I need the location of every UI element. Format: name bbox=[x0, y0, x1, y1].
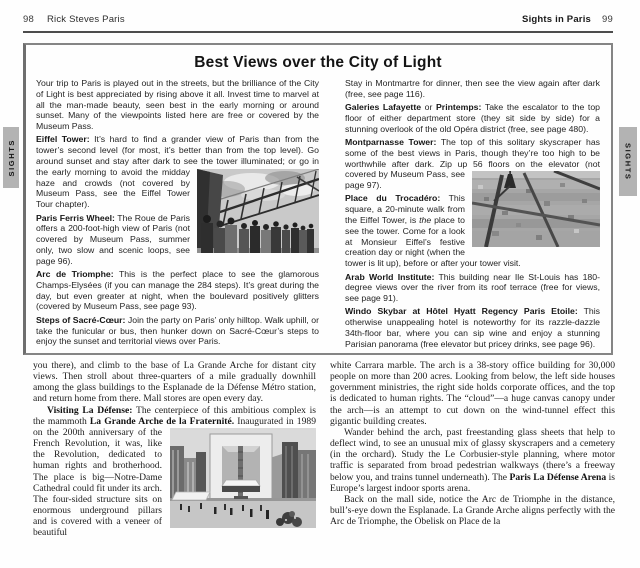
body-paragraph bbox=[33, 360, 316, 405]
header-left bbox=[23, 14, 125, 25]
entry-label: Paris Ferris Wheel: bbox=[36, 212, 115, 223]
entry-windo-skybar bbox=[345, 306, 600, 349]
entry-text: place to see the tower. Come for a look at Monsieur Eiffel’s festive creation day or night (when the tower is lit up), before or after your tower visit. bbox=[345, 215, 521, 269]
body-text: white Carrara marble. The arch is a 38-story office building for 30,000 people on more than 200 acres. Looking from below, the left side houses government ministries, the right side holds corporate offices, and the top is dedicated to human rights. The “cloud”—a huge canvas canopy under the arch—is an attempt to cut down on the wind-tunnel effect this gigantic building creates. bbox=[330, 360, 615, 427]
body-right-column bbox=[330, 360, 615, 539]
entry-text: The Roue de Paris offers a 200-foot-high view of Paris (not covered by Museum Pass, summer only, two slow and scenic loops, see page 96). bbox=[36, 212, 190, 266]
entry-label: Printemps: bbox=[436, 102, 482, 113]
entry-text: or go in the early morning to avoid the midday haze and crowds (not covered by Museum Pass, see the Eiffel Tower Tour chapter). bbox=[36, 156, 319, 210]
best-views-sidebar-box bbox=[23, 43, 613, 355]
entry-text: This otherwise unappealing hotel is noteworthy for its razzle-dazzle 34th-floor bar, where you can sip wine and enjoy a stunning Parisian panorama (free elevator but pricey drinks, see page 96). bbox=[345, 306, 600, 349]
body-paragraph-visiting-la-defense bbox=[33, 405, 316, 539]
body-bold-term: Paris La Défense Arena bbox=[509, 471, 607, 483]
entry-text: or bbox=[421, 102, 437, 113]
montmartre-continuation bbox=[345, 78, 600, 100]
entry-galeries-lafayette-printemps bbox=[345, 102, 600, 134]
box-intro-text: Your trip to Paris is played out in the streets, but the brilliance of the City of Light is best appreciated by rising above it all. Invest time to marvel at all the man-made beauty, seen best in the early morning or around sunset. Many of the viewpoints listed here are free or covered by the Museum Pass. bbox=[36, 78, 319, 132]
entry-label: Place du Trocadéro: bbox=[345, 193, 441, 204]
entry-text: This building near Ile St-Louis has 180-degree views over the river from its roof terrace (free for views, see page 91). bbox=[345, 271, 600, 304]
body-paragraph bbox=[330, 427, 615, 494]
aerial-paris-photo bbox=[472, 171, 600, 247]
book-title: Rick Steves Paris bbox=[46, 14, 125, 25]
entry-text: This square, a 20-minute walk from the Eiffel Tower, is bbox=[345, 193, 465, 226]
entry-label: Galeries Lafayette bbox=[345, 102, 422, 113]
body-paragraph bbox=[330, 360, 615, 427]
chapter-title: Sights in Paris bbox=[522, 14, 592, 25]
box-intro-paragraph bbox=[36, 78, 319, 132]
body-bold-term: La Grande Arche de la Fraternité. bbox=[89, 415, 235, 427]
body-paragraph bbox=[330, 494, 615, 527]
body-text: is Europe’s largest indoor sports arena. bbox=[330, 471, 615, 494]
header-rule bbox=[23, 31, 613, 33]
chapter-tab-right bbox=[619, 127, 637, 196]
observation-deck-photo bbox=[197, 169, 319, 253]
chapter-tab-label: SIGHTS bbox=[623, 142, 633, 181]
entry-text: The top of this solitary skyscraper has some of the best views in Paris, though they’re too high to be worthwhile after dark. Zip up 56 floors on the elevator (not bbox=[345, 136, 601, 169]
entry-label: Arab World Institute: bbox=[345, 271, 435, 282]
sidebar-box-right-column bbox=[345, 78, 600, 352]
body-text: Back on the mall side, notice the Arc de Triomphe in the distance, bull’s-eye down the Esplanade. La Grande Arche aligns perfectly with the Arc de Triomphe, the Obelisk on Place de la bbox=[330, 493, 615, 528]
entry-text: This is the perfect place to see the glamorous Champs-Elysées (if you can manage the 284 steps). It’s great during the day, but even greater at night, when the boulevard positively glitters (covered by Museum Pass, see page 93). bbox=[36, 269, 319, 312]
body-text: Inaugurated bbox=[234, 415, 284, 427]
entry-text: covered by Museum Pass, see page 97). bbox=[345, 169, 465, 191]
entry-arab-world-institute bbox=[345, 272, 600, 304]
entry-label: Windo Skybar at Hôtel Hyatt Regency Paris Etoile: bbox=[345, 306, 578, 317]
body-text: The centerpiece of this ambitious complex is the mammoth bbox=[33, 404, 317, 427]
entry-emphasis: the bbox=[419, 215, 432, 226]
body-text: you there), and climb to the base of La Grande Arche for distant city views. Then stroll about three-quarters of a mile gradually downhill among the glass buildings to the Esplanade de la Défense Métro station, and return home from there. Mall stores are open every day. bbox=[33, 360, 316, 405]
entry-arc-de-triomphe bbox=[36, 269, 319, 312]
entry-label: Arc de Triomphe: bbox=[36, 269, 114, 280]
entry-label: Eiffel Tower: bbox=[36, 134, 90, 145]
chapter-tab-label: SIGHTS bbox=[6, 138, 16, 177]
body-text: Wander behind the arch, past freestanding glass sheets that help to deflect wind, to see an unusual mix of glassy skyscrapers and a cemetery (in the orchard). Study the Le Corbusier-style planning, where motor traffic is separated from broad pedestrian walkways (there’s a freeway below you, and trains tunnel underneath). The bbox=[330, 426, 615, 483]
photo-observation-deck bbox=[197, 169, 319, 253]
body-text: in 1989 on the 200th anniversary of the French Revolution, it was, like the Revolution, dedicated to human rights and brotherhood. The place is big—Notre-Dame Cathedral could fit under its arch. The four-sided structure sits on enormous underground pillars and is covered with a veneer of beautiful bbox=[33, 415, 316, 539]
grande-arche-photo bbox=[170, 428, 316, 528]
entry-montparnasse-tower bbox=[345, 137, 600, 191]
page-number-right: 99 bbox=[602, 14, 613, 25]
entry-steps-of-sacre-coeur bbox=[36, 315, 319, 347]
body-text-section bbox=[33, 360, 615, 539]
photo-aerial-paris bbox=[472, 171, 600, 247]
chapter-tab-left bbox=[3, 127, 19, 188]
entry-text: Stay in Montmartre for dinner, then see the view again after dark (free, see page 116). bbox=[345, 78, 600, 99]
header-right bbox=[522, 14, 613, 25]
entry-text: Join the party on Paris’ only hilltop. Walk uphill, or take the funicular or bus, then hunker down on Sacré-Cœur’s steps to enjoy the sunset and territorial views over Paris. bbox=[36, 314, 319, 347]
sidebar-box-title: Best Views over the City of Light bbox=[194, 54, 442, 71]
body-bold-lead: Visiting La Défense: bbox=[47, 404, 133, 416]
entry-eiffel-tower bbox=[36, 134, 319, 210]
entry-label: Steps of Sacré-Cœur: bbox=[36, 314, 126, 325]
body-left-column bbox=[33, 360, 316, 539]
entry-label: Montparnasse Tower: bbox=[345, 136, 437, 147]
entry-text: Take the escalator to the top floor of either department store (they sit side by side) for a stunning overlook of the old Opéra district (free, see page 480). bbox=[345, 102, 600, 134]
page-number-left: 98 bbox=[23, 14, 34, 25]
photo-grande-arche bbox=[170, 428, 316, 528]
sidebar-box-columns bbox=[36, 78, 600, 352]
entry-text: It’s hard to find a grander view of Paris than from the tower’s second level (for most, it’s better than from the top level). Go around sunset and stay after dark to see the tower illuminated; bbox=[36, 134, 319, 167]
sidebar-box-left-column bbox=[36, 78, 319, 352]
